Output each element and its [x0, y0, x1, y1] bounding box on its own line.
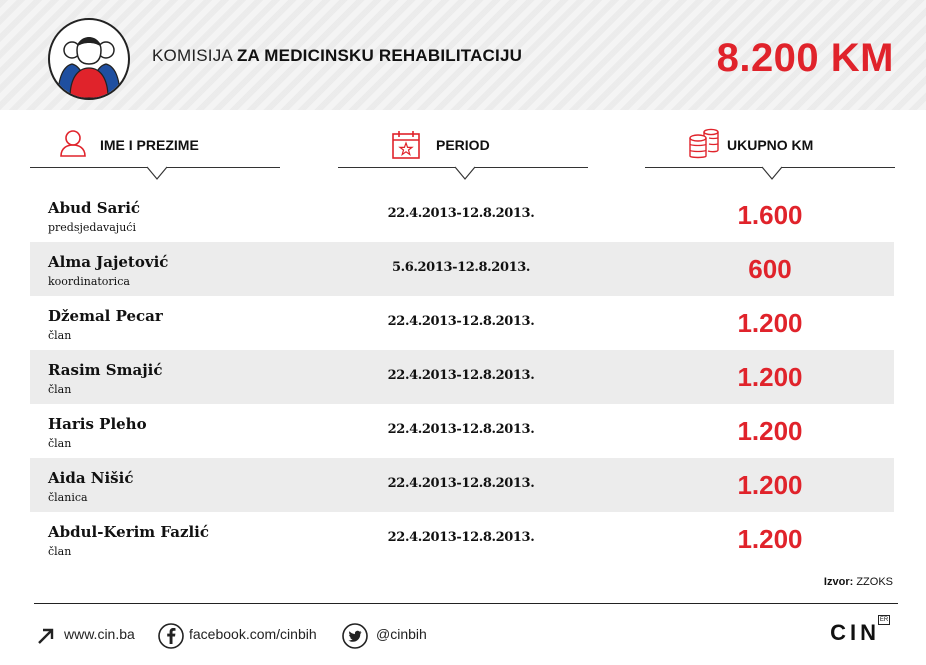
member-role: član [48, 383, 72, 396]
column-label-period: PERIOD [436, 137, 490, 153]
coins-icon [687, 128, 721, 165]
member-amount: 1.200 [737, 362, 803, 392]
chevron-down-icon [147, 166, 167, 182]
twitter-icon [342, 623, 368, 654]
member-name: Abdul-Kerim Fazlić [48, 523, 209, 541]
source-label: Izvor: [823, 576, 854, 588]
arrow-up-right-icon [36, 626, 56, 651]
table-row [30, 296, 894, 350]
source-value: ZZOKS [853, 576, 893, 588]
website-link[interactable]: www.cin.ba [64, 626, 135, 642]
group-people-icon [48, 18, 130, 100]
member-period: 22.4.2013-12.8.2013. [387, 368, 535, 383]
column-header-period [338, 126, 588, 182]
source-note [824, 576, 893, 588]
table-row [30, 512, 894, 566]
chevron-down-icon [455, 166, 475, 182]
title-prefix: KOMISIJA [152, 46, 237, 65]
member-amount: 1.200 [737, 308, 803, 338]
member-period: 5.6.2013-12.8.2013. [391, 260, 530, 275]
member-role: član [48, 545, 72, 558]
title-main: ZA MEDICINSKU REHABILITACIJU [236, 46, 523, 65]
total-amount: 8.200 KM [716, 36, 894, 80]
member-role: predsjedavajući [48, 221, 136, 234]
column-header-amount [645, 126, 895, 182]
member-name: Rasim Smajić [48, 361, 163, 379]
member-name: Haris Pleho [48, 415, 147, 433]
member-amount: 600 [748, 254, 792, 284]
member-amount: 1.600 [737, 200, 803, 230]
table-row [30, 188, 894, 242]
column-header-name [30, 126, 280, 182]
member-role: koordinatorica [48, 275, 130, 288]
member-period: 22.4.2013-12.8.2013. [387, 530, 535, 545]
cin-logo-badge: ER [879, 617, 889, 623]
member-name: Aida Nišić [48, 469, 134, 487]
member-period: 22.4.2013-12.8.2013. [387, 206, 535, 221]
table-row [30, 404, 894, 458]
member-amount: 1.200 [737, 524, 803, 554]
committee-table [30, 188, 894, 566]
member-period: 22.4.2013-12.8.2013. [387, 476, 535, 491]
facebook-icon [158, 623, 184, 654]
user-icon [58, 128, 88, 163]
twitter-link[interactable]: @cinbih [376, 626, 427, 642]
member-role: član [48, 437, 72, 450]
page-title [152, 46, 522, 66]
header-banner [0, 0, 926, 110]
member-name: Alma Jajetović [48, 253, 169, 271]
facebook-link[interactable]: facebook.com/cinbih [189, 626, 317, 642]
table-row [30, 350, 894, 404]
member-amount: 1.200 [737, 470, 803, 500]
member-name: Abud Sarić [48, 199, 141, 217]
column-label-amount: UKUPNO KM [727, 137, 814, 153]
cin-logo: CIN [830, 620, 880, 645]
member-period: 22.4.2013-12.8.2013. [387, 314, 535, 329]
table-row [30, 458, 894, 512]
calendar-icon [390, 128, 422, 165]
column-label-name: IME I PREZIME [100, 137, 199, 153]
chevron-down-icon [762, 166, 782, 182]
member-role: član [48, 329, 72, 342]
member-period: 22.4.2013-12.8.2013. [387, 422, 535, 437]
footer-divider [34, 603, 898, 604]
table-row [30, 242, 894, 296]
member-role: članica [48, 491, 88, 504]
member-name: Džemal Pecar [48, 307, 163, 325]
member-amount: 1.200 [737, 416, 803, 446]
